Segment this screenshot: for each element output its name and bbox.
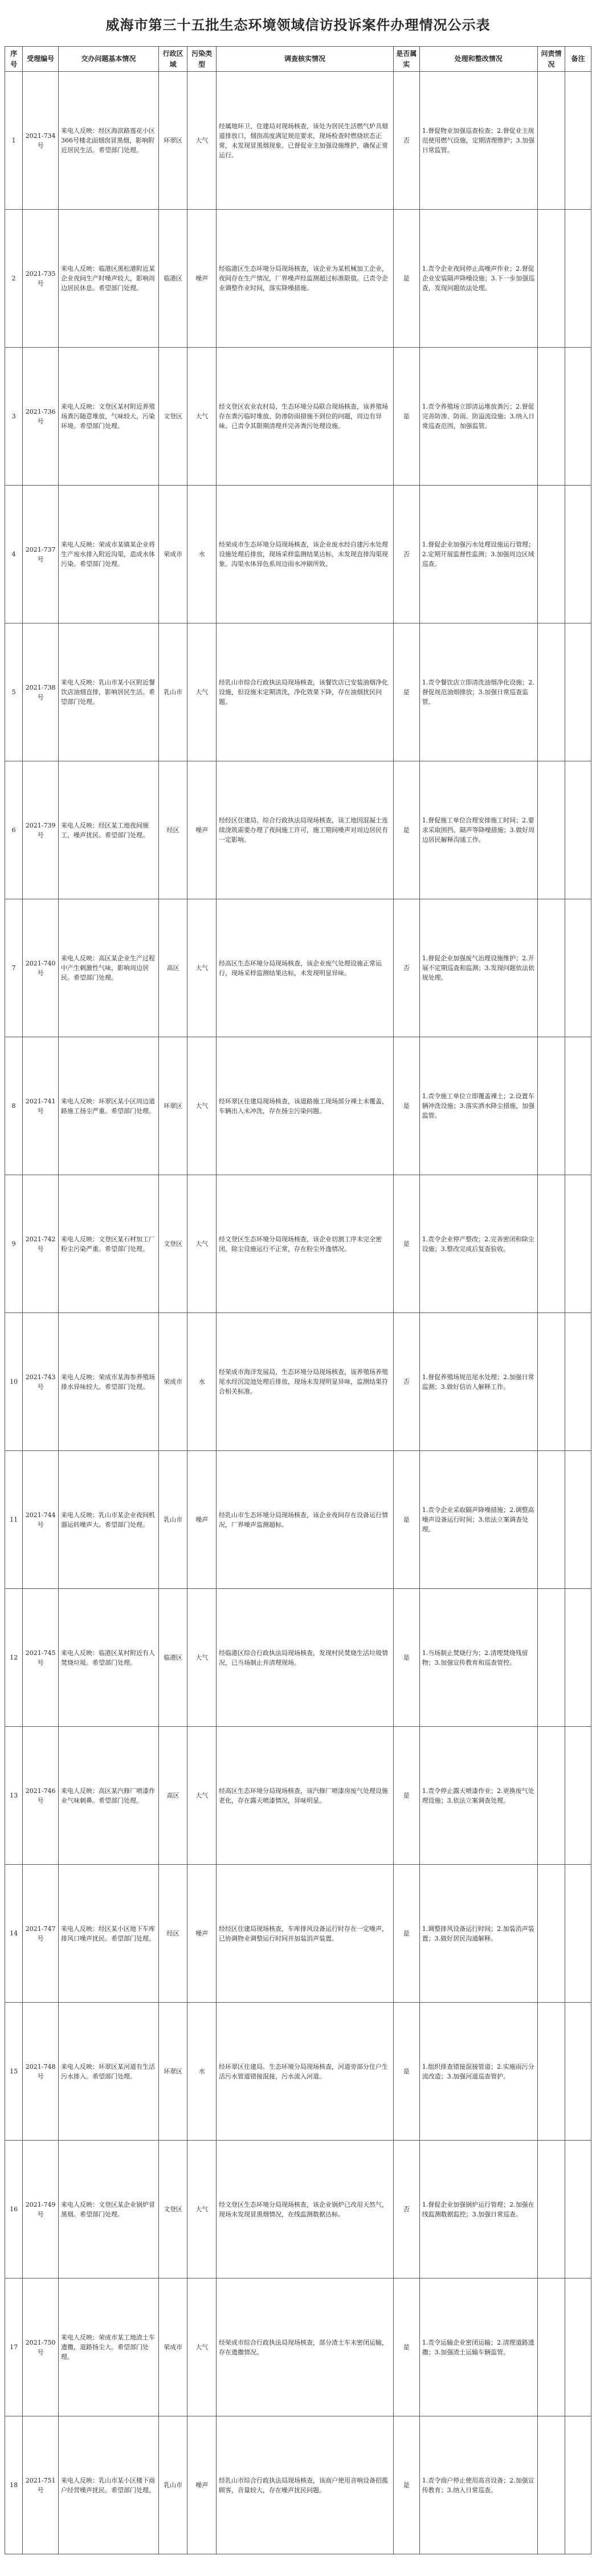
cell-issue: 来电人反映：文登区某企业锅炉冒黑烟。希望部门处理。 — [58, 2141, 158, 2279]
cell-id: 2021-738号 — [23, 623, 59, 761]
cell-real: 否 — [393, 1313, 419, 1451]
cell-survey: 经荣成市综合行政执法局现场核查，部分渣土车未密闭运输，存在遗撒情况。 — [217, 2279, 394, 2416]
cell-area: 环翠区 — [158, 72, 187, 210]
cell-remark — [565, 2141, 591, 2279]
table-row — [5, 2416, 591, 2554]
cell-acc — [537, 486, 565, 623]
header-area: 行政区域 — [158, 47, 187, 72]
cell-area: 荣成市 — [158, 1313, 187, 1451]
cell-remark — [565, 1037, 591, 1175]
cell-no: 5 — [5, 623, 23, 761]
cell-no: 8 — [5, 1037, 23, 1175]
cell-remark — [565, 761, 591, 899]
cell-remark — [565, 2279, 591, 2416]
header-handle: 处理和整改情况 — [419, 47, 537, 72]
cell-acc — [537, 348, 565, 486]
cell-issue: 来电人反映：乳山市某企业夜间机器运转噪声大。希望部门处理。 — [58, 1451, 158, 1589]
cell-no: 9 — [5, 1175, 23, 1313]
cell-acc — [537, 1313, 565, 1451]
cell-handle: 1.调整排风设备运行时间；2.加装消声装置；3.做好居民沟通解释。 — [419, 1865, 537, 2003]
cell-area: 临港区 — [158, 210, 187, 348]
cell-survey: 经乳山市综合行政执法局现场核查，该餐饮店已安装油烟净化设施，但设施未定期清洗，净化效果下降，存在油烟扰民问题。 — [217, 623, 394, 761]
cell-issue: 来电人反映：高区某企业生产过程中产生刺激性气味，影响周边居民。希望部门处理。 — [58, 899, 158, 1037]
cell-handle: 1.责令餐饮店立即清洗油烟净化设施；2.督促规范油烟排放；3.加强日常巡查监管。 — [419, 623, 537, 761]
cell-real: 否 — [393, 486, 419, 623]
cell-type: 噪声 — [187, 1865, 217, 2003]
table-row — [5, 1589, 591, 1727]
cell-type: 大气 — [187, 72, 217, 210]
cell-area: 环翠区 — [158, 1037, 187, 1175]
cell-no: 4 — [5, 486, 23, 623]
cell-id: 2021-744号 — [23, 1451, 59, 1589]
cell-type: 大气 — [187, 2141, 217, 2279]
cell-remark — [565, 899, 591, 1037]
table-row — [5, 1037, 591, 1175]
cell-acc — [537, 1727, 565, 1865]
cell-type: 大气 — [187, 1727, 217, 1865]
cell-type: 噪声 — [187, 2416, 217, 2554]
cell-real: 否 — [393, 899, 419, 1037]
cell-issue: 来电人反映：临港区某村附近有人焚烧垃圾。希望部门处理。 — [58, 1589, 158, 1727]
cell-id: 2021-746号 — [23, 1727, 59, 1865]
header-real: 是否属实 — [393, 47, 419, 72]
cell-id: 2021-747号 — [23, 1865, 59, 2003]
cell-issue: 来电人反映：乳山市某小区附近餐饮店油烟直排，影响居民生活。希望部门处理。 — [58, 623, 158, 761]
cell-survey: 经环翠区住建局现场核查，该道路施工现场部分裸土未覆盖，车辆出入未冲洗，存在扬尘污染问题。 — [217, 1037, 394, 1175]
page-title: 威海市第三十五批生态环境领域信访投诉案件办理情况公示表 — [105, 17, 491, 33]
cell-remark — [565, 1175, 591, 1313]
cell-no: 2 — [5, 210, 23, 348]
cell-remark — [565, 72, 591, 210]
cell-handle: 1.责令企业停产整改；2.完善密闭和除尘设施；3.整改完成后复查验收。 — [419, 1175, 537, 1313]
table-row — [5, 2141, 591, 2279]
table-row — [5, 761, 591, 899]
table-row — [5, 1451, 591, 1589]
cell-no: 10 — [5, 1313, 23, 1451]
cell-survey: 经荣成市生态环境分局现场核查，该企业废水经自建污水处理设施处理后排放，现场采样监测结果达标，未发现直排沟渠现象。沟渠水体异色系周边雨水冲刷所致。 — [217, 486, 394, 623]
cell-survey: 经经区住建局、综合行政执法局现场核查，该工地因混凝土连续浇筑需要办理了夜间施工许可，施工期间噪声对周边居民有一定影响。 — [217, 761, 394, 899]
cell-remark — [565, 1313, 591, 1451]
cell-survey: 经临港区生态环境分局现场核查，该企业为某机械加工企业，夜间存在生产情况，厂界噪声经监测超过标准限值。已责令企业调整作业时间，落实降噪措施。 — [217, 210, 394, 348]
case-table — [5, 46, 591, 2554]
cell-survey: 经临港区综合行政执法局现场核查，发现村民焚烧生活垃圾情况，已当场制止并清理现场。 — [217, 1589, 394, 1727]
cell-acc — [537, 2279, 565, 2416]
cell-id: 2021-750号 — [23, 2279, 59, 2416]
cell-handle: 1.责令企业夜间停止高噪声作业；2.督促企业安装隔声降噪设施；3.下一步加强巡查，发现问题依法处理。 — [419, 210, 537, 348]
table-row — [5, 486, 591, 623]
cell-issue: 来电人反映：环翠区某河道有生活污水排入。希望部门处理。 — [58, 2003, 158, 2141]
table-header-row — [5, 47, 591, 72]
cell-survey: 经文登区生态环境分局现场核查，该企业切割工序未完全密闭，除尘设施运行不正常，存在粉尘外逸情况。 — [217, 1175, 394, 1313]
header-no: 序号 — [5, 47, 23, 72]
cell-area: 高区 — [158, 899, 187, 1037]
cell-handle: 1.责令养殖场立即清运堆放粪污；2.督促完善防渗、防雨、防溢流设施；3.纳入日常巡查范围，加强监管。 — [419, 348, 537, 486]
cell-survey: 经高区生态环境分局现场核查，该汽修厂喷漆房废气处理设施老化，存在露天喷漆情况，异味明显。 — [217, 1727, 394, 1865]
cell-remark — [565, 1451, 591, 1589]
cell-id: 2021-736号 — [23, 348, 59, 486]
cell-handle: 1.督促企业加强污水处理设施运行管理；2.定期开展监督性监测；3.加强周边区域巡查。 — [419, 486, 537, 623]
table-row — [5, 2003, 591, 2141]
cell-no: 16 — [5, 2141, 23, 2279]
cell-type: 水 — [187, 2003, 217, 2141]
table-row — [5, 348, 591, 486]
cell-survey: 经高区生态环境分局现场核查，该企业废气处理设施正常运行，现场采样监测结果达标，未发现明显异味。 — [217, 899, 394, 1037]
cell-handle: 1.督促企业加强废气治理设施维护；2.开展不定期巡查和监测；3.发现问题依法依规处理。 — [419, 899, 537, 1037]
cell-real: 是 — [393, 761, 419, 899]
cell-no: 17 — [5, 2279, 23, 2416]
table-row — [5, 1865, 591, 2003]
cell-acc — [537, 1037, 565, 1175]
cell-acc — [537, 2416, 565, 2554]
cell-handle: 1.督促养殖场规范尾水处理；2.加强日常监测；3.做好信访人解释工作。 — [419, 1313, 537, 1451]
cell-real: 是 — [393, 623, 419, 761]
cell-type: 大气 — [187, 2279, 217, 2416]
cell-survey: 经荣成市海洋发展局、生态环境分局现场核查，该养殖场养殖尾水经沉淀池处理后排放，现场未发现明显异味，监测结果符合相关标准。 — [217, 1313, 394, 1451]
cell-id: 2021-739号 — [23, 761, 59, 899]
cell-remark — [565, 1865, 591, 2003]
cell-handle: 1.督促施工单位合理安排施工时间；2.要求采取围挡、隔声等降噪措施；3.做好周边居民解释沟通工作。 — [419, 761, 537, 899]
cell-remark — [565, 623, 591, 761]
cell-handle: 1.督促企业加强锅炉运行管理；2.加强在线监测数据监控；3.加强日常巡查。 — [419, 2141, 537, 2279]
cell-no: 1 — [5, 72, 23, 210]
cell-survey: 经环翠区住建局、生态环境分局现场核查，河道旁部分住户生活污水管道错接混接，污水流入河道。 — [217, 2003, 394, 2141]
cell-issue: 来电人反映：经区某工地夜间施工，噪声扰民。希望部门处理。 — [58, 761, 158, 899]
cell-no: 13 — [5, 1727, 23, 1865]
cell-acc — [537, 1451, 565, 1589]
cell-area: 荣成市 — [158, 2279, 187, 2416]
cell-handle: 1.责令商户停止使用高音设备；2.加强宣传教育；3.纳入日常巡查。 — [419, 2416, 537, 2554]
table-row — [5, 210, 591, 348]
cell-issue: 来电人反映：荣成市某海参养殖场排水异味较大。希望部门处理。 — [58, 1313, 158, 1451]
cell-real: 是 — [393, 210, 419, 348]
cell-real: 是 — [393, 1175, 419, 1313]
cell-survey: 经经区住建局现场核查，车库排风设备运行时存在一定噪声，已协调物业调整运行时间并加装消声装置。 — [217, 1865, 394, 2003]
header-survey: 调查核实情况 — [217, 47, 394, 72]
cell-real: 是 — [393, 1727, 419, 1865]
cell-type: 大气 — [187, 1037, 217, 1175]
cell-handle: 1.组织排查错接混接管道；2.实施雨污分流改造；3.加强河道巡查管护。 — [419, 2003, 537, 2141]
cell-no: 18 — [5, 2416, 23, 2554]
cell-issue: 来电人反映：临港区黑松港附近某企业夜间生产时噪声较大，影响周边居民休息。希望部门处理。 — [58, 210, 158, 348]
cell-id: 2021-748号 — [23, 2003, 59, 2141]
table-body — [5, 72, 591, 2554]
cell-area: 环翠区 — [158, 2003, 187, 2141]
cell-id: 2021-751号 — [23, 2416, 59, 2554]
cell-issue: 来电人反映：经区海滨路莲花小区366号楼北面烟囱冒黑烟，影响附近居民生活。希望部门处理。 — [58, 72, 158, 210]
cell-real: 是 — [393, 2003, 419, 2141]
cell-real: 是 — [393, 348, 419, 486]
cell-area: 乳山市 — [158, 623, 187, 761]
cell-acc — [537, 899, 565, 1037]
table-row — [5, 72, 591, 210]
cell-type: 大气 — [187, 899, 217, 1037]
cell-remark — [565, 210, 591, 348]
cell-handle: 1.责令停止露天喷漆作业；2.更换废气处理设施；3.依法立案调查处理。 — [419, 1727, 537, 1865]
header-issue: 交办问题基本情况 — [58, 47, 158, 72]
cell-area: 临港区 — [158, 1589, 187, 1727]
cell-issue: 来电人反映：乳山市某小区楼下商户经营噪声扰民。希望部门处理。 — [58, 2416, 158, 2554]
cell-survey: 经属地环卫、住建局对现场核查，该处为居民生活燃气炉具烟道排放口，烟囱高度满足规范要求，现场检查时燃烧状态正常，未发现冒黑烟现象。已督促业主加强设施维护，确保正常运行。 — [217, 72, 394, 210]
cell-real: 否 — [393, 72, 419, 210]
cell-id: 2021-749号 — [23, 2141, 59, 2279]
header-type: 污染类型 — [187, 47, 217, 72]
cell-area: 高区 — [158, 1727, 187, 1865]
cell-remark — [565, 1727, 591, 1865]
cell-area: 乳山市 — [158, 2416, 187, 2554]
cell-area: 经区 — [158, 761, 187, 899]
cell-id: 2021-740号 — [23, 899, 59, 1037]
cell-acc — [537, 1865, 565, 2003]
header-remark: 备注 — [565, 47, 591, 72]
table-row — [5, 899, 591, 1037]
cell-acc — [537, 761, 565, 899]
table-row — [5, 2279, 591, 2416]
cell-type: 水 — [187, 486, 217, 623]
cell-remark — [565, 2003, 591, 2141]
cell-handle: 1.督促物业加强巡查检查；2.督促业主规范使用燃气设施，定期清理维护；3.加强日常监管。 — [419, 72, 537, 210]
cell-type: 噪声 — [187, 761, 217, 899]
cell-real: 是 — [393, 2416, 419, 2554]
cell-issue: 来电人反映：文登区某村附近养殖场粪污随意堆放，气味较大，污染环境。希望部门处理。 — [58, 348, 158, 486]
cell-acc — [537, 1175, 565, 1313]
cell-issue: 来电人反映：环翠区某小区周边道路施工扬尘严重。希望部门处理。 — [58, 1037, 158, 1175]
cell-real: 是 — [393, 1589, 419, 1727]
cell-acc — [537, 1589, 565, 1727]
cell-issue: 来电人反映：经区某小区地下车库排风口噪声扰民。希望部门处理。 — [58, 1865, 158, 2003]
cell-acc — [537, 2141, 565, 2279]
cell-real: 是 — [393, 2279, 419, 2416]
cell-acc — [537, 72, 565, 210]
cell-type: 噪声 — [187, 210, 217, 348]
cell-acc — [537, 623, 565, 761]
cell-id: 2021-734号 — [23, 72, 59, 210]
cell-no: 11 — [5, 1451, 23, 1589]
cell-survey: 经文登区生态环境分局现场核查，该企业锅炉已改用天然气，现场未发现冒黑烟情况，在线监测数据达标。 — [217, 2141, 394, 2279]
cell-handle: 1.责令企业采取隔声降噪措施；2.调整高噪声设备运行时间；3.依法立案调查处理。 — [419, 1451, 537, 1589]
cell-no: 6 — [5, 761, 23, 899]
cell-acc — [537, 210, 565, 348]
cell-type: 大气 — [187, 623, 217, 761]
cell-handle: 1.当场制止焚烧行为；2.清理焚烧残留物；3.加强宣传教育和巡查管控。 — [419, 1589, 537, 1727]
table-row — [5, 1727, 591, 1865]
cell-id: 2021-741号 — [23, 1037, 59, 1175]
cell-remark — [565, 348, 591, 486]
cell-id: 2021-745号 — [23, 1589, 59, 1727]
cell-id: 2021-737号 — [23, 486, 59, 623]
cell-area: 荣成市 — [158, 486, 187, 623]
cell-area: 文登区 — [158, 348, 187, 486]
cell-issue: 来电人反映：荣成市某镇某企业将生产废水排入附近沟渠，造成水体污染。希望部门处理。 — [58, 486, 158, 623]
table-row — [5, 623, 591, 761]
table-row — [5, 1175, 591, 1313]
header-acc: 问责情况 — [537, 47, 565, 72]
cell-issue: 来电人反映：高区某汽修厂喷漆作业气味刺鼻。希望部门处理。 — [58, 1727, 158, 1865]
cell-real: 否 — [393, 2141, 419, 2279]
cell-id: 2021-735号 — [23, 210, 59, 348]
cell-survey: 经文登区农业农村局、生态环境分局联合现场核查，该养殖场存在粪污临时堆放、防渗防雨措施不到位的问题，周边有异味。已责令其限期清理并完善粪污处理设施。 — [217, 348, 394, 486]
cell-real: 是 — [393, 1865, 419, 2003]
cell-type: 水 — [187, 1313, 217, 1451]
cell-area: 经区 — [158, 1865, 187, 2003]
cell-survey: 经乳山市综合行政执法局现场核查，该商户使用音响设备招揽顾客，音量较大，存在噪声扰民问题。 — [217, 2416, 394, 2554]
header-id: 受理编号 — [23, 47, 59, 72]
cell-type: 大气 — [187, 1175, 217, 1313]
cell-type: 噪声 — [187, 1451, 217, 1589]
cell-area: 文登区 — [158, 2141, 187, 2279]
cell-acc — [537, 2003, 565, 2141]
cell-real: 是 — [393, 1037, 419, 1175]
cell-type: 大气 — [187, 348, 217, 486]
cell-issue: 来电人反映：荣成市某工地渣土车遗撒，道路扬尘大。希望部门处理。 — [58, 2279, 158, 2416]
cell-type: 大气 — [187, 1589, 217, 1727]
cell-issue: 来电人反映：文登区某石材加工厂粉尘污染严重。希望部门处理。 — [58, 1175, 158, 1313]
cell-handle: 1.责令运输企业密闭运输；2.清理道路遗撒；3.加强渣土运输车辆监管。 — [419, 2279, 537, 2416]
cell-no: 14 — [5, 1865, 23, 2003]
cell-survey: 经乳山市生态环境分局现场核查，该企业夜间存在设备运行情况，厂界噪声监测超标。 — [217, 1451, 394, 1589]
cell-id: 2021-743号 — [23, 1313, 59, 1451]
cell-no: 3 — [5, 348, 23, 486]
table-row — [5, 1313, 591, 1451]
cell-real: 是 — [393, 1451, 419, 1589]
cell-no: 15 — [5, 2003, 23, 2141]
cell-id: 2021-742号 — [23, 1175, 59, 1313]
cell-no: 7 — [5, 899, 23, 1037]
cell-remark — [565, 1589, 591, 1727]
cell-remark — [565, 2416, 591, 2554]
cell-remark — [565, 486, 591, 623]
cell-area: 乳山市 — [158, 1451, 187, 1589]
cell-handle: 1.责令施工单位立即覆盖裸土；2.设置车辆冲洗设施；3.落实洒水降尘措施，加强监管。 — [419, 1037, 537, 1175]
cell-area: 文登区 — [158, 1175, 187, 1313]
cell-no: 12 — [5, 1589, 23, 1727]
